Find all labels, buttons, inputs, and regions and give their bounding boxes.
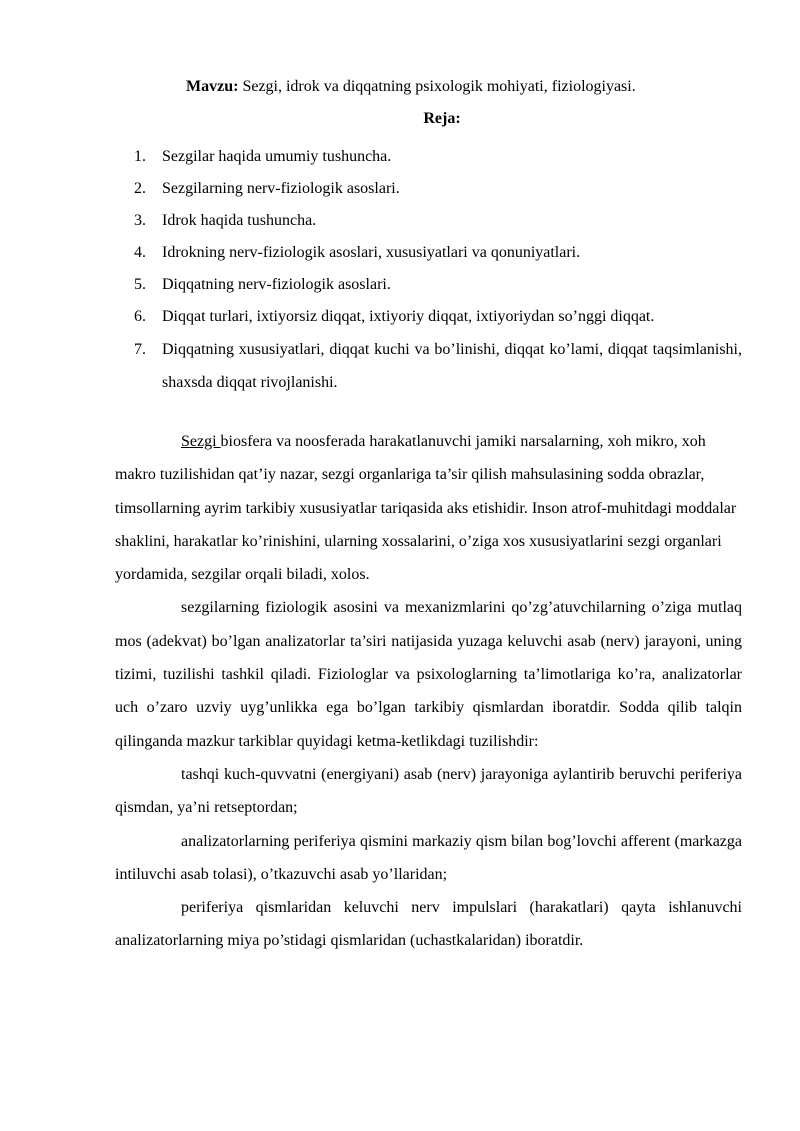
paragraph: analizatorlarning periferiya qismini markaziy qism bilan bog’lovchi afferent (markazga intiluvchi asab tolasi), o’tkazuvchi asab yo’llaridan; — [115, 832, 742, 883]
plan-item: 5. Diqqatning nerv-fiziologik asoslari. — [134, 276, 391, 293]
paragraph: tashqi kuch-quvvatni (energiyani) asab (nerv) jarayoniga aylantirib beruvchi periferiya qismdan, ya’ni retseptordan; — [115, 765, 742, 817]
paragraph: Sezgi biosfera va noosferada harakatlanuvchi jamiki narsalarning, xoh mikro, xoh makro tuzilishidan qat’iy nazar, sezgi organlariga ta’sir qilish mahsulasining sodda obrazlar, timsollarning ayrim tarkibiy xususiyatlar tariqasida aks etishidir. Inson atrof-muhitdagi moddalar shaklini, harakatlar ko’rinishini, ularning xossalarini, o’ziga xos xususiyatlarini sezgi organlari yordamida, sezgilar orqali biladi, xolos. — [115, 433, 737, 584]
paragraph: periferiya qismlaridan keluvchi nerv impulslari (harakatlari) qayta ishlanuvchi analizatorlarning miya po’stidagi qismlaridan (uchastkalaridan) iboratdir. — [115, 899, 742, 950]
plan-item: 3. Idrok haqida tushuncha. — [134, 212, 317, 229]
paragraph: sezgilarning fiziologik asosini va mexanizmlarini qo’zg’atuvchilarning o’ziga mutlaq mos (adekvat) bo’lgan analizatorlar ta’siri natijasida yuzaga keluvchi asab (nerv) jarayoni, uning tizimi, tuzilishi tashkil qiladi. Fiziologlar va psixologlarning ta’limotlariga ko’ra, analizatorlar uch o’zaro uzviy uyg’unlikka ega bo’lgan tarkibiy qismlardan iboratdir. Sodda qilib talqin qilinganda mazkur tarkiblar quyidagi ketma-ketlikdagi tuzilishdir: — [115, 599, 742, 750]
term-sezgi: Sezgi — [181, 433, 221, 450]
topic-label: Mavzu: — [186, 78, 239, 95]
plan-heading: Reja: — [423, 110, 461, 127]
topic-title — [186, 76, 746, 98]
plan-item: 7. Diqqatning xususiyatlari, diqqat kuchi va bo’linishi, diqqat ko’lami, diqqat taqsimlanishi, shaxsda diqqat rivojlanishi. — [134, 341, 742, 391]
plan-item: 1. Sezgilar haqida umumiy tushuncha. — [134, 148, 392, 165]
plan-item: 2. Sezgilarning nerv-fiziologik asoslari. — [134, 180, 400, 197]
body-text — [115, 425, 742, 958]
plan-item: 4. Idrokning nerv-fiziologik asoslari, xususiyatlari va qonuniyatlari. — [134, 244, 581, 261]
plan-item: 6. Diqqat turlari, ixtiyorsiz diqqat, ixtiyoriy diqqat, ixtiyoriydan so’nggi diqqat. — [134, 308, 655, 325]
plan-list — [134, 141, 742, 399]
topic-text: Sezgi, idrok va diqqatning psixologik mohiyati, fiziologiyasi. — [238, 78, 636, 95]
